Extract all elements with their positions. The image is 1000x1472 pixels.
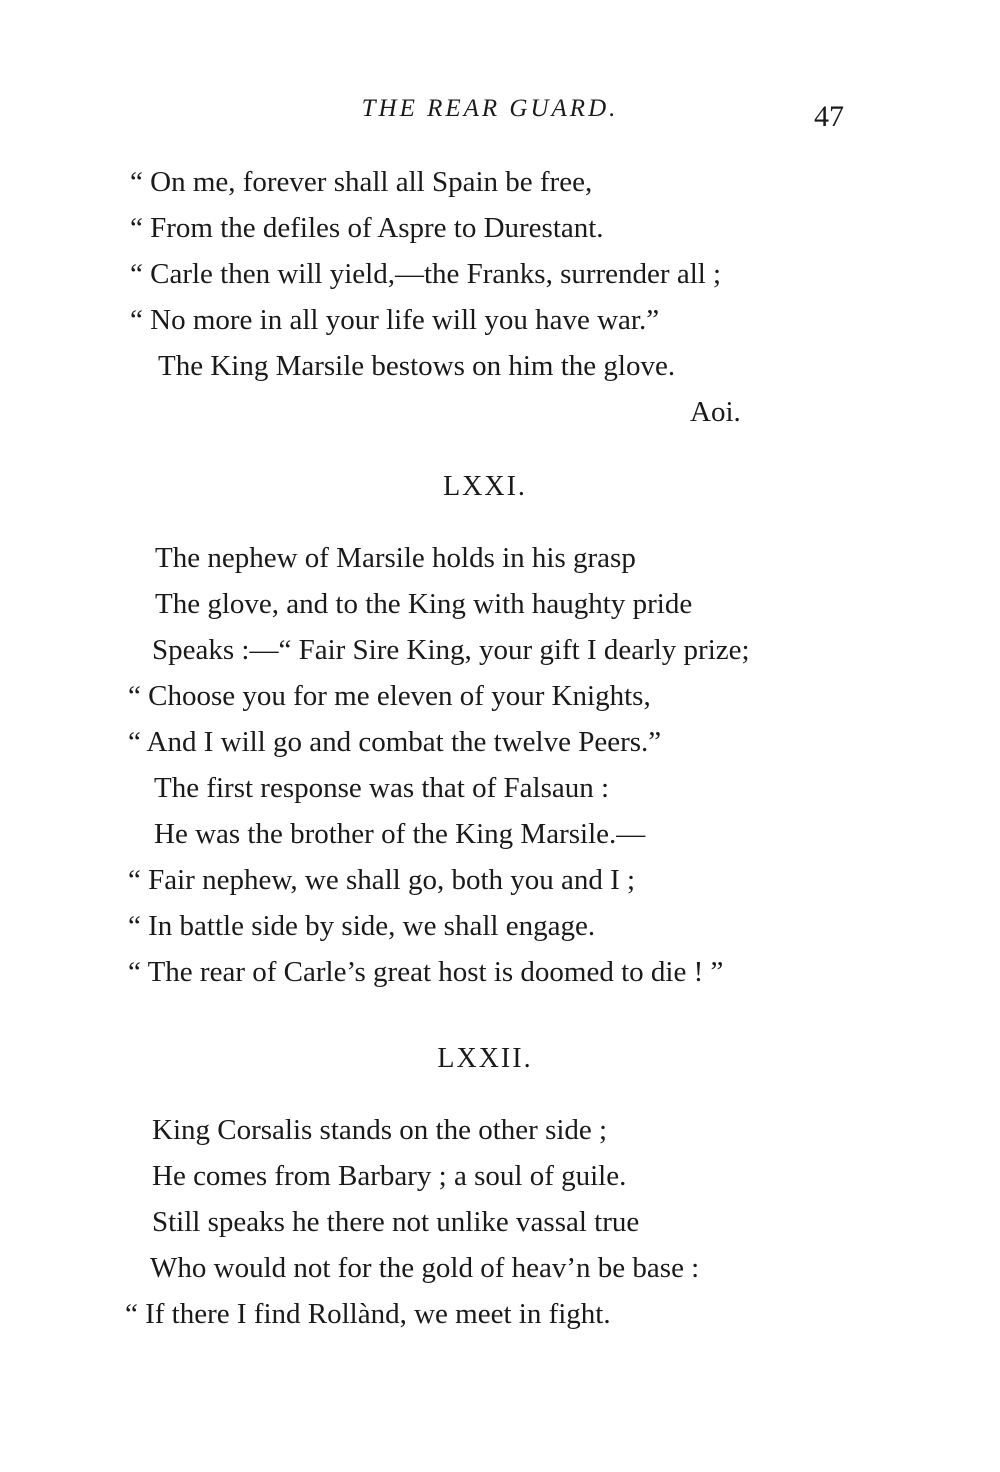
running-title: THE REAR GUARD. [361, 95, 619, 122]
refrain-aoi: Aoi. [690, 396, 741, 428]
verse-line: Still speaks he there not unlike vassal true [152, 1206, 640, 1238]
verse-line: King Corsalis stands on the other side ; [152, 1114, 608, 1146]
verse-line: He comes from Barbary ; a soul of guile. [152, 1160, 627, 1192]
verse-line: The glove, and to the King with haughty pride [155, 588, 693, 620]
verse-line: “ The rear of Carle’s great host is doomed to die ! ” [128, 956, 724, 988]
verse-line: “ In battle side by side, we shall engage. [128, 910, 596, 942]
section-heading-lxxi: LXXI. [443, 471, 527, 502]
verse-line: “ And I will go and combat the twelve Peers.” [128, 726, 662, 758]
verse-line: The nephew of Marsile holds in his grasp [155, 542, 636, 574]
verse-line: Speaks :—“ Fair Sire King, your gift I dearly prize; [152, 634, 750, 666]
section-heading-lxxii: LXXII. [437, 1043, 533, 1074]
verse-line: “ Fair nephew, we shall go, both you and I ; [128, 864, 636, 896]
verse-line: “ Choose you for me eleven of your Knights, [128, 680, 651, 712]
verse-line: The first response was that of Falsaun : [154, 772, 610, 804]
verse-line: He was the brother of the King Marsile.— [154, 818, 646, 850]
verse-line: Who would not for the gold of heav’n be base : [150, 1252, 700, 1284]
verse-line: “ From the defiles of Aspre to Durestant. [130, 212, 604, 244]
verse-line: “ No more in all your life will you have war.” [130, 304, 660, 336]
verse-line: “ Carle then will yield,—the Franks, surrender all ; [130, 258, 722, 290]
verse-line: “ On me, forever shall all Spain be free, [130, 166, 593, 198]
page-number: 47 [814, 100, 844, 133]
verse-line: “ If there I find Rollànd, we meet in fight. [125, 1298, 611, 1330]
verse-line: The King Marsile bestows on him the glove. [158, 350, 676, 382]
